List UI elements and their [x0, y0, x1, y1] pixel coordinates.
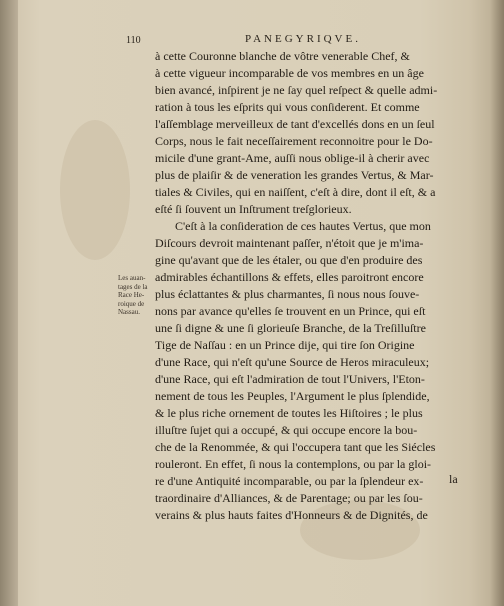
- page-edge-shadow: [490, 0, 504, 606]
- text-line: à cette Couronne blanche de vôtre venerable Chef, &: [155, 49, 410, 63]
- text-line: traordinaire d'Alliances, & de Parentage; ou par les ſou-: [155, 491, 423, 505]
- text-line: tiales & Civiles, qui en naiſſent, c'eſt à dire, dont il eſt, & a: [155, 185, 436, 199]
- text-line: C'eſt à la conſideration de ces hautes Vertus, que mon: [175, 219, 431, 233]
- text-line: Diſcours devroit maintenant paſſer, n'étoit que je m'ima-: [155, 236, 424, 250]
- text-line: à cette vigueur incomparable de vos membres en un âge: [155, 66, 424, 80]
- margin-note-line: tages de la: [118, 282, 148, 291]
- text-line: d'une Race, qui n'eſt qu'une Source de Heros miraculeux;: [155, 355, 430, 369]
- text-line: che de la Renommée, & qui l'occupera tant que les Siécles: [155, 440, 436, 454]
- text-line: nons par avance qu'elles ſe trouvent en un Prince, qui eſt: [155, 304, 426, 318]
- text-line: Tige de Naſſau : en un Prince dije, qui tire ſon Origine: [155, 338, 415, 352]
- running-title: PANEGYRIQVE.: [245, 33, 361, 45]
- margin-note-line: Race He-: [118, 291, 145, 299]
- margin-note-line: Les auan-: [118, 274, 146, 282]
- page-header: [126, 33, 480, 47]
- text-line: plus éclattantes & plus charmantes, ſi nous nous ſouve-: [155, 287, 420, 301]
- text-line: & le plus riche ornement de toutes les Hiſtoires ; le plus: [155, 406, 423, 420]
- text-line: verains & plus hauts faites d'Honneurs & de Dignités, de: [155, 508, 428, 522]
- catchword: la: [449, 472, 458, 486]
- page-number: 110: [126, 35, 141, 46]
- text-line: re d'une Antiquité incomparable, ou par la ſplendeur ex-: [155, 474, 424, 488]
- text-line: nement de tous les Peuples, l'Argument le plus ſplendide,: [155, 389, 430, 403]
- text-line: ration à tous les eſprits qui vous conſiderent. Et comme: [155, 100, 420, 114]
- text-line: une ſi digne & une ſi glorieuſe Branche, de la Treſilluſtre: [155, 321, 426, 335]
- margin-note-line: Nassau.: [118, 308, 140, 316]
- body-text: [155, 48, 480, 524]
- margin-note-line: roique de: [118, 299, 145, 308]
- paper-stain: [60, 120, 130, 260]
- text-line: admirables échantillons & effets, elles paroitront encore: [155, 270, 424, 284]
- margin-note: [118, 274, 154, 317]
- text-line: plus de plaiſir & de veneration les grandes Vertus, & Mar-: [155, 168, 434, 182]
- text-line: Corps, nous le fait neceſſairement reconnoitre pour le Do-: [155, 134, 433, 148]
- text-line: bien avancé, inſpirent je ne ſay quel reſpect & quelle admi-: [155, 83, 438, 97]
- text-line: illuſtre ſujet qui a occupé, & qui occupe encore la bou-: [155, 423, 418, 437]
- text-line: eſté ſi ſouvent un Inſtrument treſglorieux.: [155, 202, 352, 216]
- text-line: l'aſſemblage merveilleux de tant d'excellés dons en un ſeul: [155, 117, 435, 131]
- text-line: gine qu'avant que de les étaler, ou que d'en produire des: [155, 253, 423, 267]
- text-line: micile d'une grant-Ame, auſſi nous oblige-il à cherir avec: [155, 151, 430, 165]
- text-line: d'une Race, qui eſt l'admiration de tout l'Univers, l'Eton-: [155, 372, 425, 386]
- binding-gutter: [0, 0, 18, 606]
- text-line: rouleront. En effet, ſi nous la contemplons, ou par la gloi-: [155, 457, 432, 471]
